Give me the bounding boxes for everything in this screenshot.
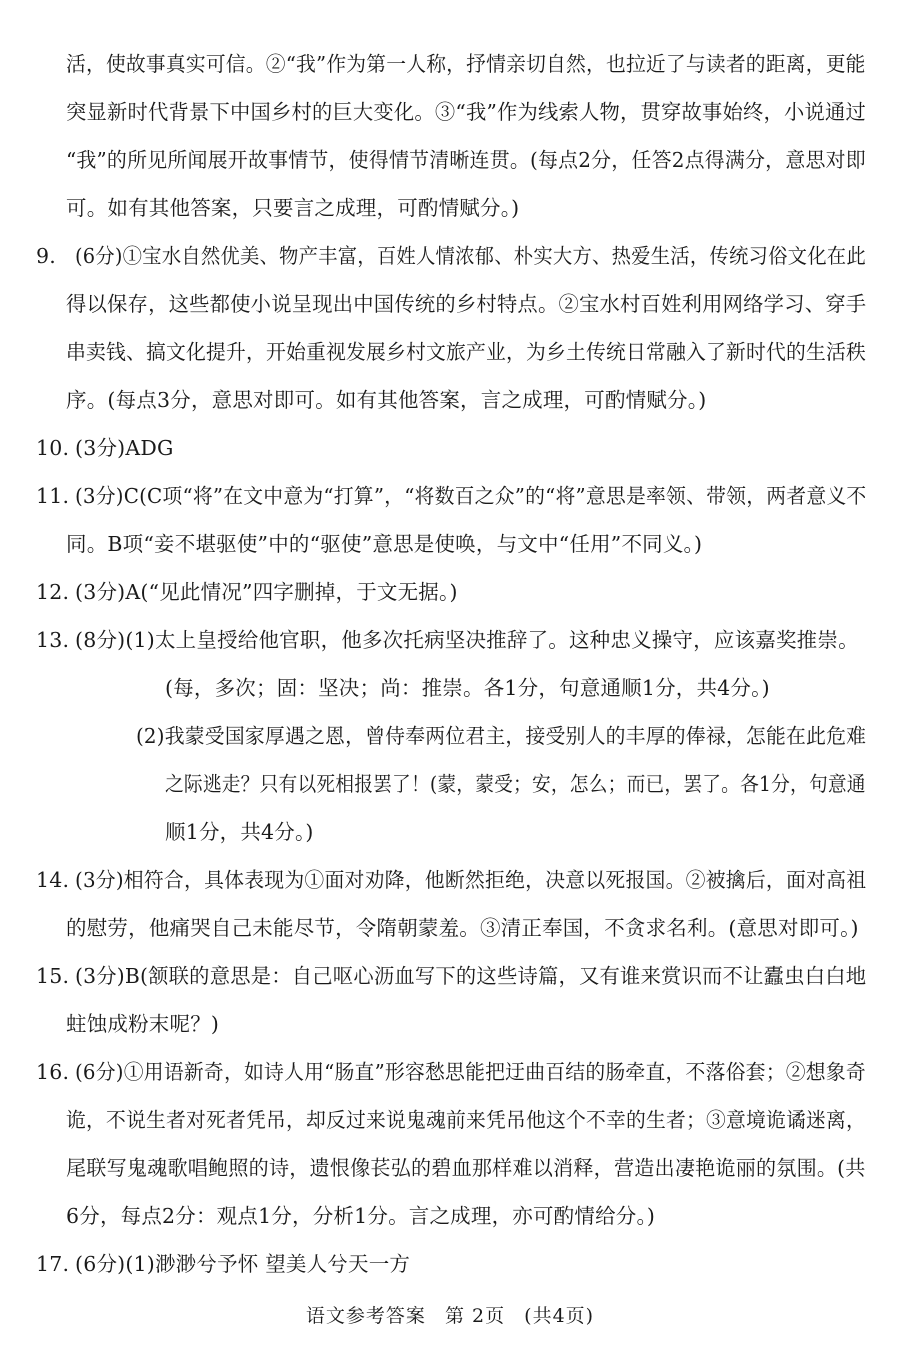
answer-text: 串卖钱、搞文化提升，开始重视发展乡村文旅产业，为乡土传统日常融入了新时代的生活秩: [66, 340, 867, 364]
answer-text: 6分，每点2分：观点1分，分析1分。言之成理，亦可酌情给分。): [66, 1204, 656, 1228]
answer-text: 得以保存，这些都使小说呈现出中国传统的乡村特点。②宝水村百姓利用网络学习、穿手: [66, 292, 867, 316]
answer-text: (3分)C(C项“将”在文中意为“打算”，“将数百之众”的“将”意思是率领、带领，两者意义不: [75, 484, 867, 508]
answer-text: 序。(每点3分，意思对即可。如有其他答案，言之成理，可酌情赋分。): [66, 388, 707, 412]
text-line: “我”的所见所闻展开故事情节，使得情节清晰连贯。(每点2分，任答2点得满分，意思对即: [66, 148, 866, 172]
text-line: 活，使故事真实可信。②“我”作为第一人称，抒情亲切自然，也拉近了与读者的距离，更能: [66, 52, 866, 76]
answer-text: 的慰劳，他痛哭自己未能尽节，令隋朝蒙羞。③清正奉国，不贪求名利。(意思对即可。): [66, 916, 859, 940]
answer-text: 顺1分，共4分。): [165, 820, 314, 844]
answer-text: 蛀蚀成粉末呢？): [66, 1012, 220, 1036]
answer-text: 同。B项“妾不堪驱使”中的“驱使”意思是使唤，与文中“任用”不同义。): [66, 532, 703, 556]
answer-text: (6分)(1)渺渺兮予怀 望美人兮天一方: [75, 1252, 411, 1276]
question-number: 11.: [36, 484, 70, 508]
question-number: 14.: [36, 868, 70, 892]
question-number: 15.: [36, 964, 70, 988]
answer-text: (3分)相符合，具体表现为①面对劝降，他断然拒绝，决意以死报国。②被擒后，面对高祖: [75, 868, 867, 892]
text-line: 突显新时代背景下中国乡村的巨大变化。③“我”作为线索人物，贯穿故事始终，小说通过: [66, 100, 866, 124]
question-number: 12.: [36, 580, 70, 604]
footer-page-number: 第 2页: [444, 1305, 506, 1327]
footer-subject: 语文参考答案: [305, 1305, 426, 1327]
answer-text: (每，多次；固：坚决；尚：推崇。各1分，句意通顺1分，共4分。): [165, 676, 770, 700]
answer-text: (8分)(1)太上皇授给他官职，他多次托病坚决推辞了。这种忠义操守，应该嘉奖推崇。: [75, 628, 859, 652]
answer-text: (6分)①用语新奇，如诗人用“肠直”形容愁思能把迂曲百结的肠牵直，不落俗套；②想象奇: [75, 1060, 866, 1084]
answer-text: (3分)ADG: [75, 436, 174, 460]
answer-text: 之际逃走？只有以死相报罢了！(蒙，蒙受；安，怎么；而已，罢了。各1分，句意通: [165, 772, 866, 796]
footer-total-pages: (共4页): [524, 1305, 595, 1327]
question-number: 13.: [36, 628, 70, 652]
answer-text: (2)我蒙受国家厚遇之恩，曾侍奉两位君主，接受别人的丰厚的俸禄，怎能在此危难: [136, 724, 867, 748]
page-footer: [0, 1303, 900, 1329]
answer-text: (3分)A(“见此情况”四字删掉，于文无据。): [75, 580, 458, 604]
question-number: 16.: [36, 1060, 70, 1084]
text-line: 可。如有其他答案，只要言之成理，可酌情赋分。): [66, 196, 520, 220]
answer-text: (6分)①宝水自然优美、物产丰富，百姓人情浓郁、朴实大方、热爱生活，传统习俗文化在此: [75, 244, 866, 268]
question-number: 17.: [36, 1252, 70, 1276]
question-number: 10.: [36, 436, 70, 460]
answer-text: (3分)B(颔联的意思是：自己呕心沥血写下的这些诗篇，又有谁来赏识而不让蠹虫白白地: [75, 964, 867, 988]
question-number: 9.: [36, 244, 56, 268]
answer-text: 尾联写鬼魂歌唱鲍照的诗，遗恨像苌弘的碧血那样难以消释，营造出凄艳诡丽的氛围。(共: [66, 1156, 866, 1180]
answer-text: 诡，不说生者对死者凭吊，却反过来说鬼魂前来凭吊他这个不幸的生者；③意境诡谲迷离，: [66, 1108, 867, 1132]
